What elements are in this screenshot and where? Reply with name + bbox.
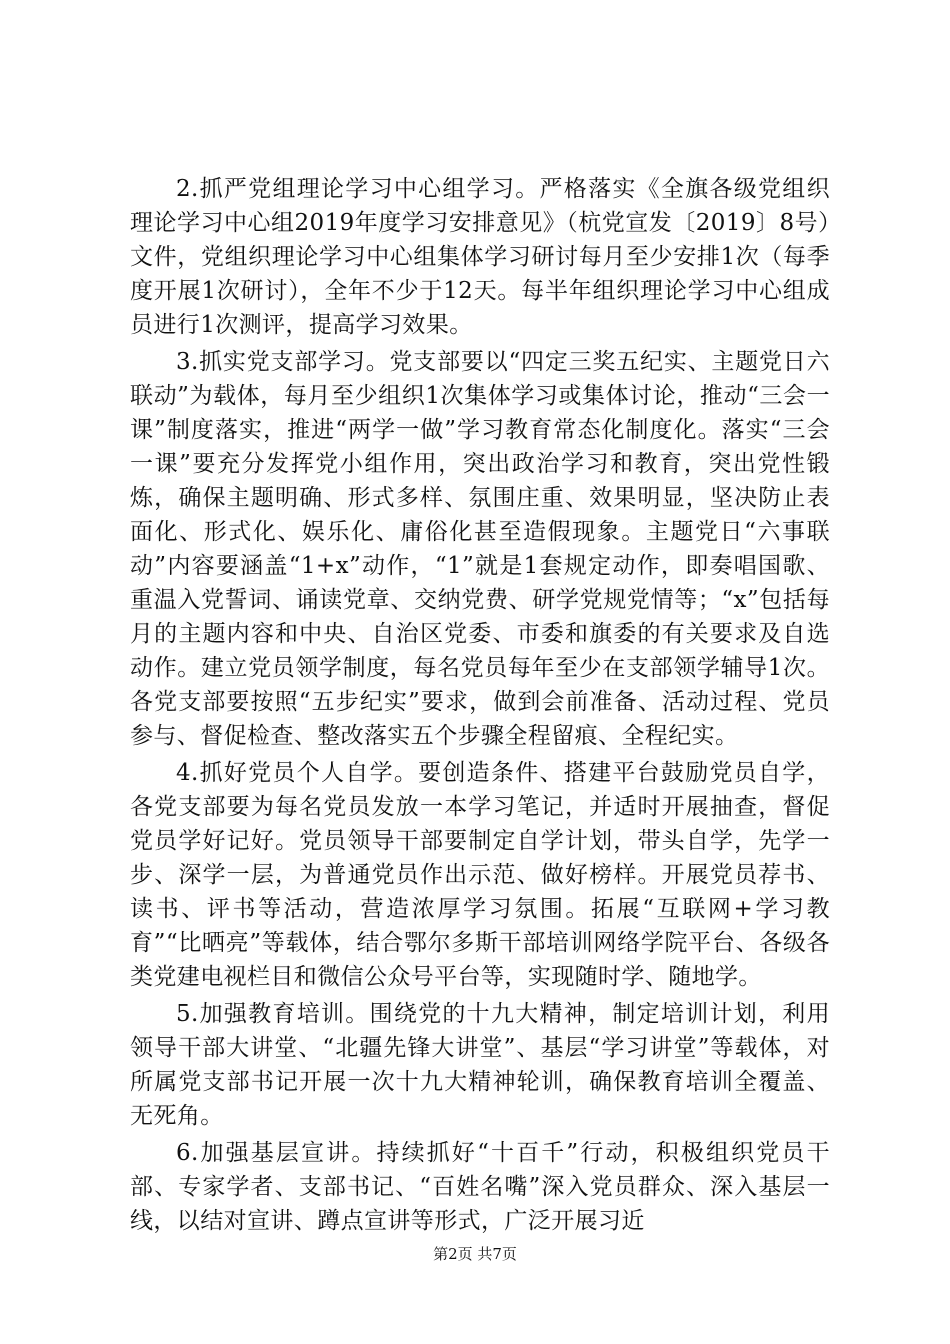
paragraph-6: 6.加强基层宣讲。持续抓好“十百千”行动，积极组织党员干部、专家学者、支部书记、“百姓名嘴”深入党员群众、深入基层一线，以结对宣讲、蹲点宣讲等形式，广泛开展习近 bbox=[130, 1140, 830, 1234]
paragraph-2: 2.抓严党组理论学习中心组学习。严格落实《全旗各级党组织理论学习中心组2019年度学习安排意见》（杭党宣发〔2019〕8号）文件，党组织理论学习中心组集体学习研讨每月至少安排1次（每季度开展1次研讨），全年不少于12天。每半年组织理论学习中心组成员进行1次测评，提高学习效果。 bbox=[130, 176, 830, 338]
document-body bbox=[130, 172, 830, 1241]
paragraph-5: 5.加强教育培训。围绕党的十九大精神，制定培训计划，利用领导干部大讲堂、“北疆先锋大讲堂”、基层“学习讲堂”等载体，对所属党支部书记开展一次十九大精神轮训，确保教育培训全覆盖、无死角。 bbox=[130, 1001, 830, 1129]
paragraph-4: 4.抓好党员个人自学。要创造条件、搭建平台鼓励党员自学，各党支部要为每名党员发放一本学习笔记，并适时开展抽查，督促党员学好记好。党员领导干部要制定自学计划，带头自学，先学一步、深学一层，为普通党员作出示范、做好榜样。开展党员荐书、读书、评书等活动，营造浓厚学习氛围。拓展“互联网+学习教育”“比晒亮”等载体，结合鄂尔多斯干部培训网络学院平台、各级各类党建电视栏目和微信公众号平台等，实现随时学、随地学。 bbox=[130, 760, 830, 990]
paragraph-3: 3.抓实党支部学习。党支部要以“四定三奖五纪实、主题党日六联动”为载体，每月至少组织1次集体学习或集体讨论，推动“三会一课”制度落实，推进“两学一做”学习教育常态化制度化。落实“三会一课”要充分发挥党小组作用，突出政治学习和教育，突出党性锻炼，确保主题明确、形式多样、氛围庄重、效果明显，坚决防止表面化、形式化、娱乐化、庸俗化甚至造假现象。主题党日“六事联动”内容要涵盖“1+x”动作，“1”就是1套规定动作，即奏唱国歌、重温入党誓词、诵读党章、交纳党费、研学党规党情等；“x”包括每月的主题内容和中央、自治区党委、市委和旗委的有关要求及自选动作。建立党员领学制度，每名党员每年至少在支部领学辅导1次。各党支部要按照“五步纪实”要求，做到会前准备、活动过程、党员参与、督促检查、整改落实五个步骤全程留痕、全程纪实。 bbox=[130, 349, 830, 749]
page-number-footer: 第2页 共7页 bbox=[433, 1245, 517, 1263]
